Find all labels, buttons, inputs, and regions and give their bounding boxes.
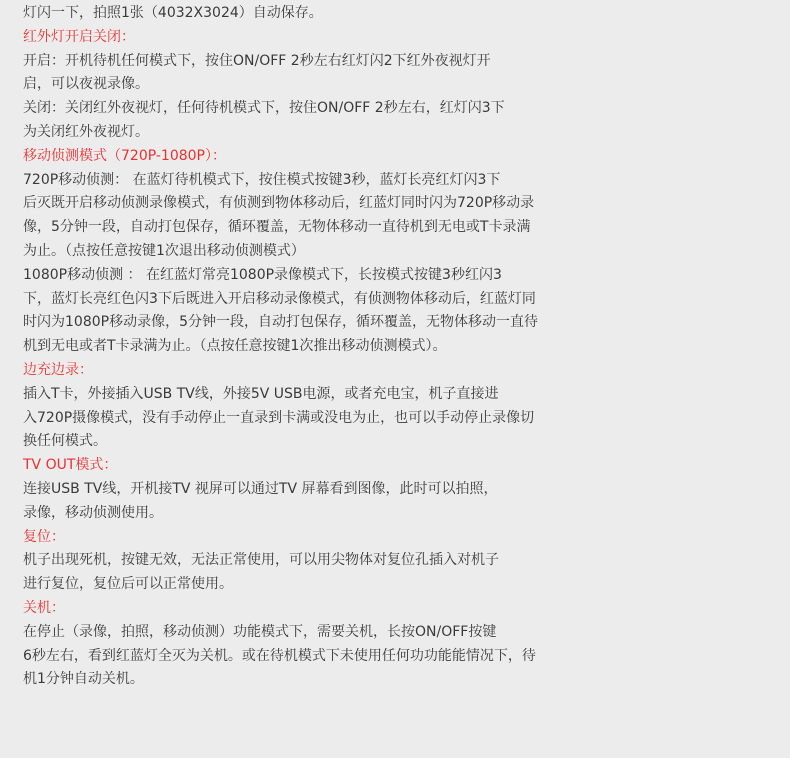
text-line: 为关闭红外夜视灯。	[23, 123, 149, 140]
section-heading: 边充边录：	[23, 361, 93, 378]
text-line: 6秒左右，看到红蓝灯全灭为关机。或在待机模式下未使用任何功功能能情况下，待	[23, 647, 536, 664]
text-line: 灯闪一下，拍照1张（4032X3024）自动保存。	[23, 5, 323, 21]
document-body	[23, 2, 783, 692]
section-heading: 复位：	[23, 528, 65, 545]
text-line: 机到无电或者T卡录满为止。（点按任意按键1次推出移动侦测模式）。	[23, 338, 447, 355]
text-line: 机1分钟自动关机。	[23, 671, 144, 688]
text-line: 入720P摄像模式，没有手动停止一直录到卡满或没电为止，也可以手动停止录像切	[23, 409, 535, 426]
text-line: 进行复位，复位后可以正常使用。	[23, 576, 233, 593]
text-line: 启，可以夜视录像。	[23, 76, 149, 93]
text-line: 在停止（录像，拍照，移动侦测）功能模式下，需要关机，长按ON/OFF按键	[23, 623, 497, 640]
text-line: 为止。（点按任意按键1次退出移动侦测模式）	[23, 242, 305, 259]
text-line: 录像，移动侦测使用。	[23, 504, 163, 521]
text-line: 机子出现死机，按键无效，无法正常使用，可以用尖物体对复位孔插入对机子	[23, 552, 499, 569]
text-line: 开启：开机待机任何模式下，按住ON/OFF 2秒左右红灯闪2下红外夜视灯开	[23, 52, 491, 69]
section-heading: 红外灯开启关闭：	[23, 28, 135, 45]
text-line: 插入T卡，外接插入USB TV线，外接5V USB电源，或者充电宝，机子直接进	[23, 385, 499, 402]
text-line: 时闪为1080P移动录像，5分钟一段，自动打包保存，循环覆盖，无物体移动一直待	[23, 314, 538, 331]
text-line: 720P移动侦测： 在蓝灯待机模式下，按住模式按键3秒，蓝灯长亮红灯闪3下	[23, 171, 501, 188]
section-heading: 移动侦测模式（720P-1080P）：	[23, 147, 226, 164]
text-line: 1080P移动侦测 ： 在红蓝灯常亮1080P录像模式下，长按模式按键3秒红闪3	[23, 266, 502, 283]
text-line: 关闭：关闭红外夜视灯，任何待机模式下，按住ON/OFF 2秒左右，红灯闪3下	[23, 100, 505, 117]
text-line: 换任何模式。	[23, 433, 107, 450]
text-line: 下，蓝灯长亮红色闪3下后既进入开启移动录像模式，有侦测物体移动后，红蓝灯同	[23, 290, 536, 307]
section-heading: 关机：	[23, 599, 65, 616]
text-line: 像，5分钟一段，自动打包保存，循环覆盖，无物体移动一直待机到无电或T卡录满	[23, 219, 531, 236]
text-line: 后灭既开启移动侦测录像模式，有侦测到物体移动后，红蓝灯同时闪为720P移动录	[23, 195, 535, 212]
section-heading: TV OUT模式：	[23, 457, 118, 474]
text-line: 连接USB TV线，开机接TV 视屏可以通过TV 屏幕看到图像，此时可以拍照，	[23, 480, 498, 497]
